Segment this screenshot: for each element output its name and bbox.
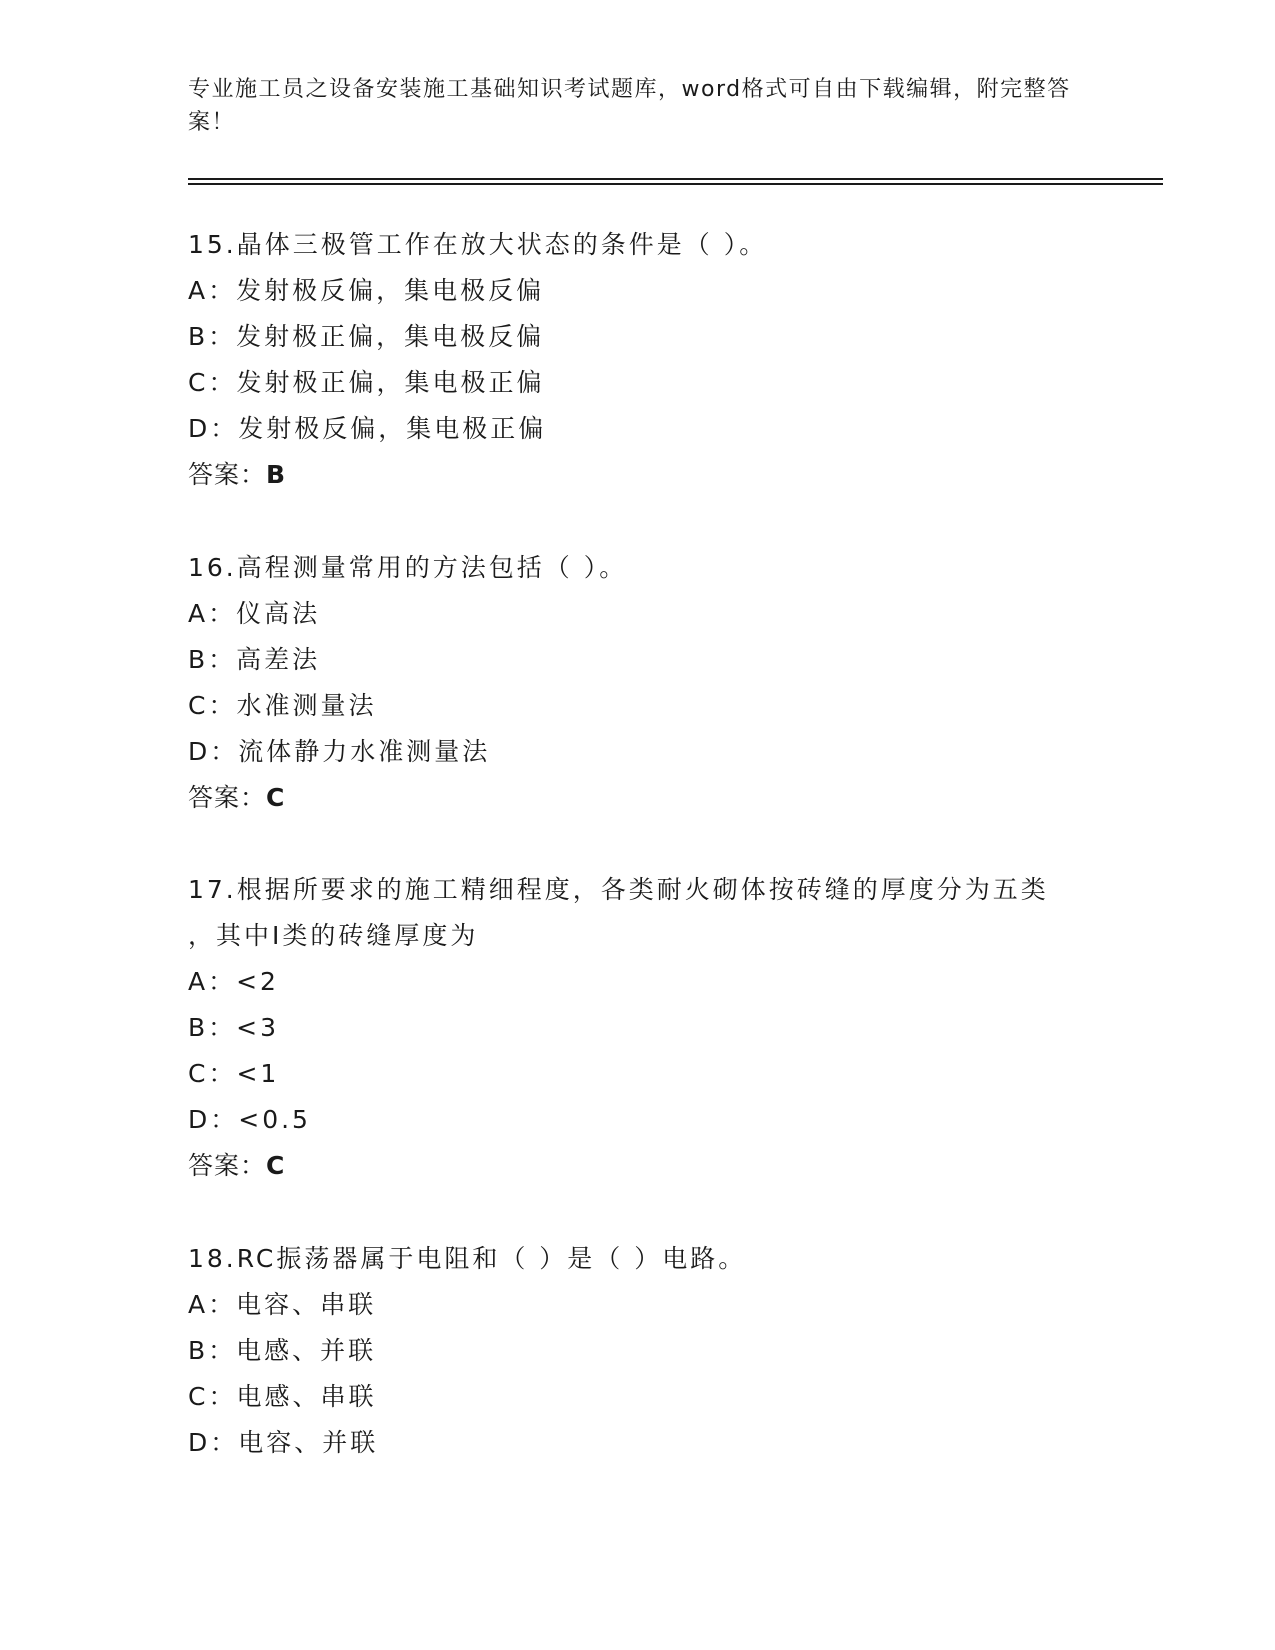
- answer-label: 答案：: [188, 1151, 267, 1180]
- option-c: C：水准测量法: [188, 691, 377, 720]
- option-d: D：流体静力水准测量法: [188, 737, 491, 766]
- option-a: A：发射极反偏，集电极反偏: [188, 276, 545, 305]
- answer: [188, 1143, 1088, 1189]
- option-b: B：高差法: [188, 645, 321, 674]
- header-divider-top: [188, 178, 1163, 180]
- option-b: B：<3: [188, 1013, 280, 1042]
- option-d: D：<0.5: [188, 1105, 311, 1134]
- answer-label: 答案：: [188, 783, 267, 812]
- option-d: D：电容、并联: [188, 1428, 379, 1457]
- question-18: [188, 1236, 1088, 1466]
- question-stem: 15.晶体三极管工作在放大状态的条件是（ ）。: [188, 230, 768, 259]
- option-b: B：发射极正偏，集电极反偏: [188, 322, 545, 351]
- question-17: [188, 867, 1088, 1189]
- question-stem: 18.RC振荡器属于电阻和（ ）是（ ）电路。: [188, 1244, 747, 1273]
- answer-value: C: [266, 783, 286, 812]
- question-stem-line-1: 17.根据所要求的施工精细程度，各类耐火砌体按砖缝的厚度分为五类: [188, 875, 1049, 904]
- question-stem-line-2: ，其中Ⅰ类的砖缝厚度为: [188, 921, 479, 950]
- answer-value: B: [266, 460, 287, 489]
- question-stem: 16.高程测量常用的方法包括（ ）。: [188, 553, 628, 582]
- option-d: D：发射极反偏，集电极正偏: [188, 414, 547, 443]
- option-a: A：电容、串联: [188, 1290, 377, 1319]
- option-c: C：<1: [188, 1059, 280, 1088]
- option-b: B：电感、并联: [188, 1336, 377, 1365]
- question-15: [188, 222, 1088, 498]
- option-c: C：电感、串联: [188, 1382, 377, 1411]
- answer-label: 答案：: [188, 460, 267, 489]
- answer: [188, 775, 1088, 821]
- answer: [188, 452, 1088, 498]
- question-16: [188, 545, 1088, 821]
- option-c: C：发射极正偏，集电极正偏: [188, 368, 545, 397]
- option-a: A：<2: [188, 967, 279, 996]
- answer-value: C: [266, 1151, 286, 1180]
- header-divider-bottom: [188, 183, 1163, 185]
- document-header: 专业施工员之设备安装施工基础知识考试题库，word格式可自由下载编辑，附完整答案！: [188, 77, 1071, 135]
- option-a: A：仪高法: [188, 599, 321, 628]
